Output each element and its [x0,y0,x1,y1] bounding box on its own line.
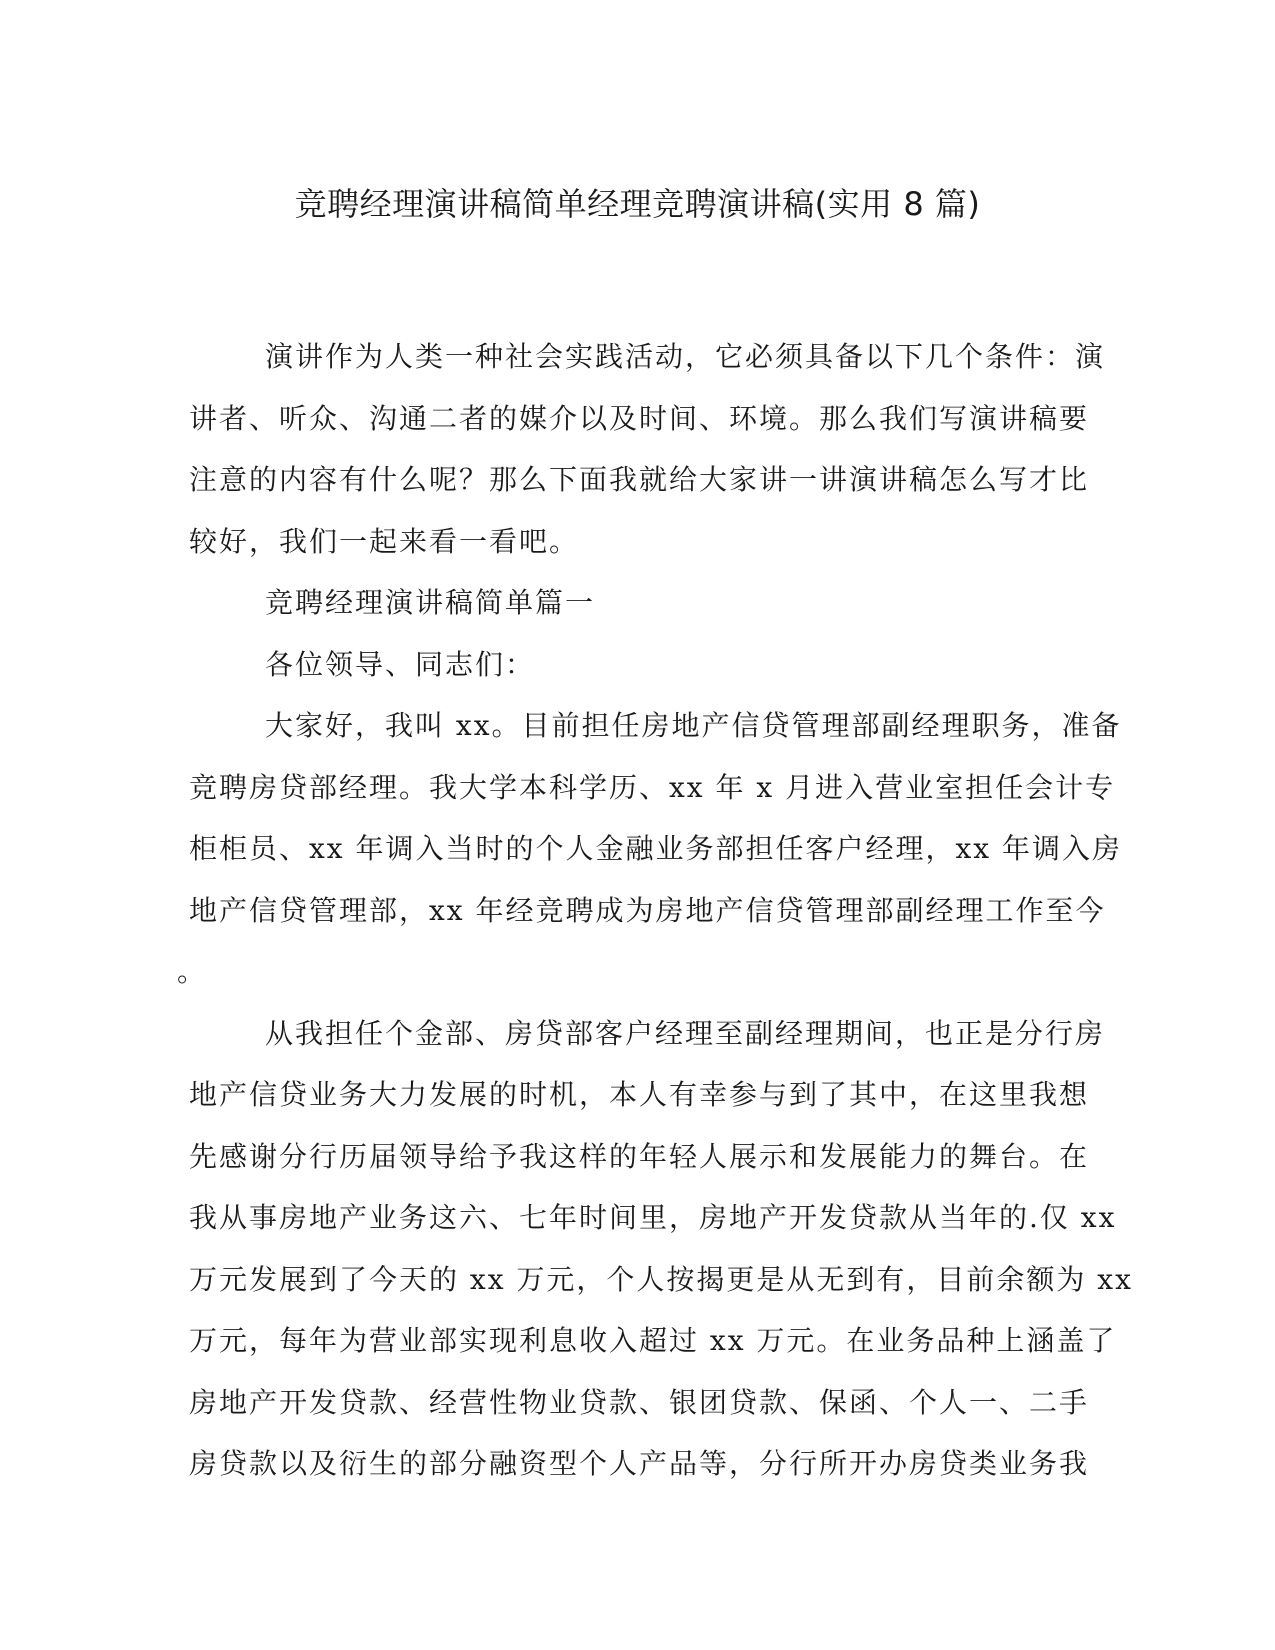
text-line: 。 [177,955,208,988]
text-line: 我从事房地产业务这六、七年时间里，房地产开发贷款从当年的.仅 xx [189,1201,1117,1234]
text-line: 注意的内容有什么呢？那么下面我就给大家讲一讲演讲稿怎么写才比 [189,463,1090,496]
text-line: 从我担任个金部、房贷部客户经理至副经理期间，也正是分行房 [265,1016,1106,1050]
paragraph-self-introduction [177,695,1122,1003]
text-line: 柜柜员、xx 年调入当时的个人金融业务部担任客户经理，xx 年调入房 [189,832,1122,865]
paragraph-experience [189,1003,1133,1495]
section-heading [189,572,1085,634]
document-title: 竞聘经理演讲稿简单经理竞聘演讲稿(实用 8 篇) [294,185,981,223]
text-line: 竞聘房贷部经理。我大学本科学历、xx 年 x 月进入营业室担任会计专 [189,770,1116,804]
text-line: 先感谢分行历届领导给予我这样的年轻人展示和发展能力的舞台。在 [189,1139,1090,1173]
text-line: 大家好，我叫 xx。目前担任房地产信贷管理部副经理职务，准备 [265,709,1122,742]
text-line: 房地产开发贷款、经营性物业贷款、银团贷款、保函、个人一、二手 [189,1385,1090,1419]
text-line: 地产信贷业务大力发展的时机，本人有幸参与到了其中，在这里我想 [189,1078,1090,1111]
text-line: 万元，每年为营业部实现利息收入超过 xx 万元。在业务品种上涵盖了 [189,1324,1117,1357]
text-line: 竞聘经理演讲稿简单篇一 [265,586,596,619]
salutation [189,634,1085,696]
text-line: 地产信贷管理部，xx 年经竞聘成为房地产信贷管理部副经理工作至今 [189,893,1106,927]
text-line: 各位领导、同志们： [265,647,536,681]
text-line: 演讲作为人类一种社会实践活动，它必须具备以下几个条件：演 [265,340,1106,373]
text-line: 较好，我们一起来看一看吧。 [189,524,580,558]
document-body [177,326,1133,1495]
text-line: 讲者、听众、沟通二者的媒介以及时间、环境。那么我们写演讲稿要 [189,401,1090,435]
text-line: 房贷款以及衍生的部分融资型个人产品等，分行所开办房贷类业务我 [189,1447,1090,1480]
paragraph-intro [189,326,1106,572]
text-line: 万元发展到了今天的 xx 万元，个人按揭更是从无到有，目前余额为 xx [189,1262,1133,1296]
